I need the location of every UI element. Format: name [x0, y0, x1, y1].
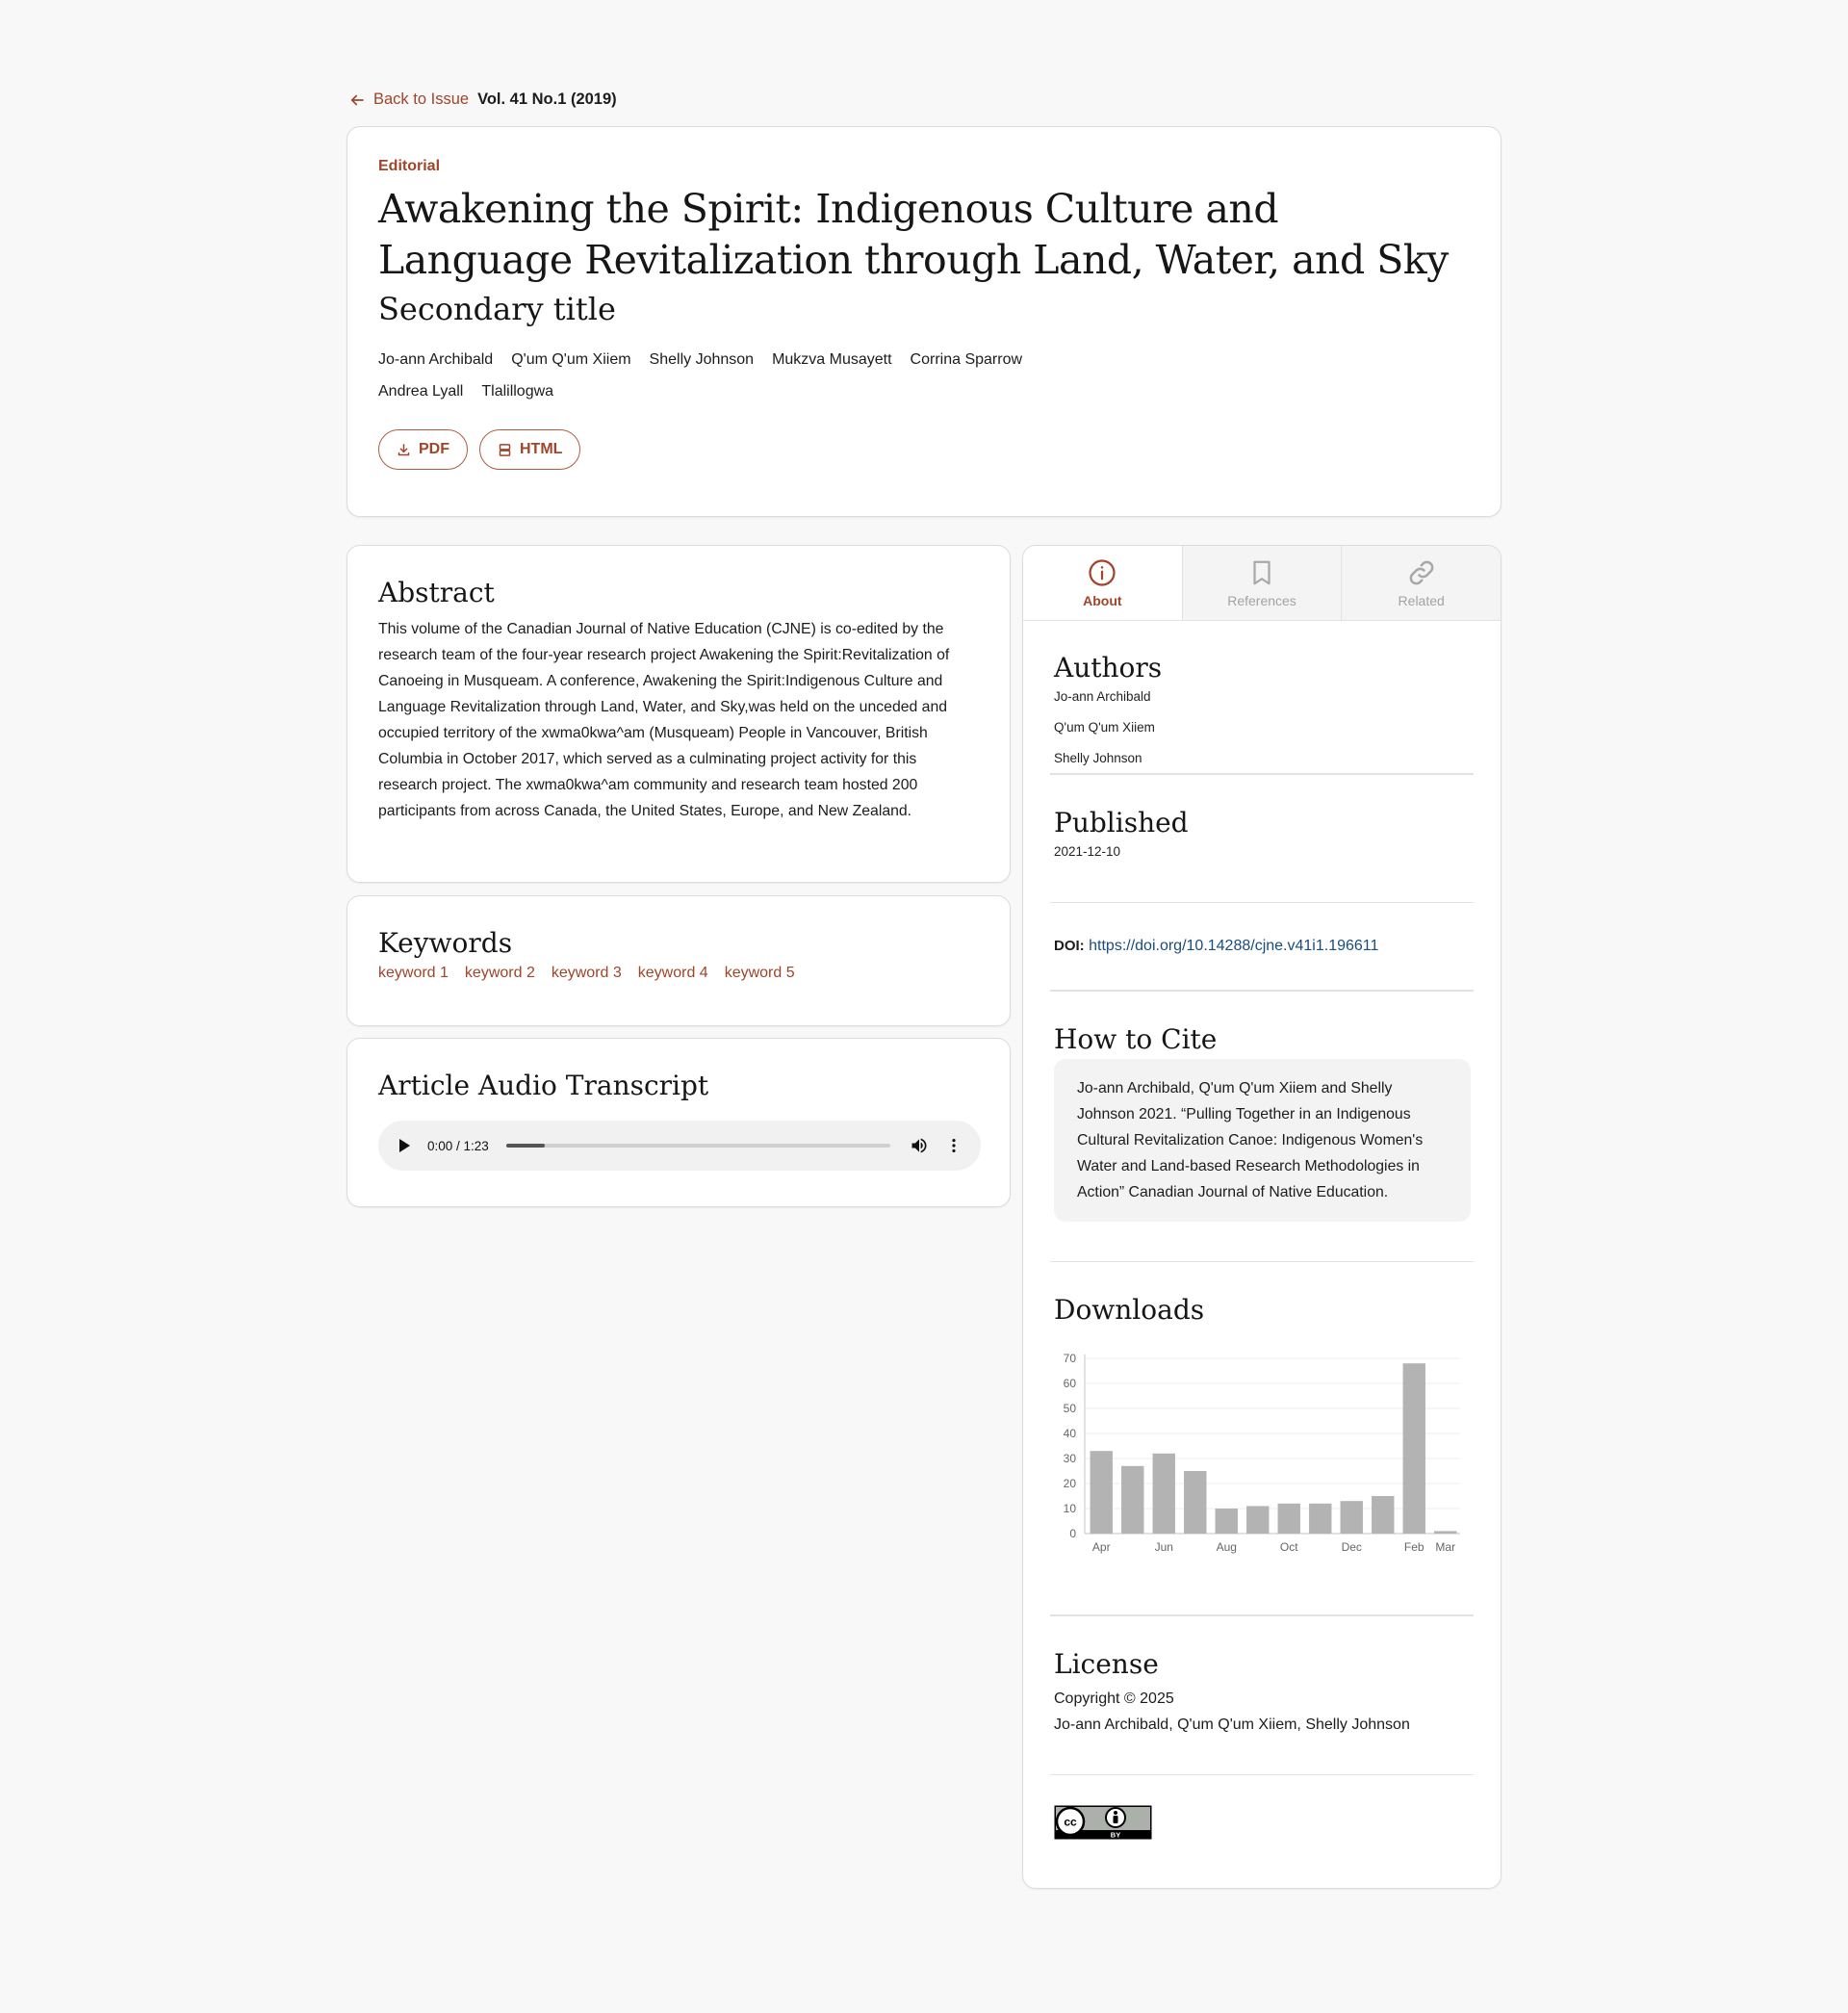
published-heading: Published [1054, 806, 1189, 839]
chart-x-tick-label: Aug [1216, 1540, 1237, 1554]
chart-y-tick-label: 0 [1069, 1527, 1076, 1540]
author-name[interactable]: Mukzva Musayett [772, 351, 892, 368]
chart-bar [1403, 1363, 1425, 1534]
audio-heading: Article Audio Transcript [378, 1070, 709, 1101]
copyright-line: Copyright © 2025 [1054, 1690, 1174, 1707]
sidebar-author[interactable]: Q'um Q'um Xiiem [1054, 720, 1155, 735]
author-name[interactable]: Jo-ann Archibald [378, 351, 494, 368]
chart-x-tick-label: Jun [1154, 1540, 1173, 1554]
doi-link[interactable]: https://doi.org/10.14288/cjne.v41i1.196611 [1089, 938, 1379, 954]
cc-symbol-text: cc [1064, 1815, 1077, 1829]
doi-section [1023, 903, 1501, 990]
author-name[interactable]: Q'um Q'um Xiiem [511, 351, 631, 368]
bookmark-icon [1247, 558, 1276, 587]
chart-x-tick-label: Feb [1403, 1540, 1424, 1554]
chart-x-tick-label: Mar [1435, 1540, 1456, 1554]
sidebar-tabs [1023, 546, 1501, 621]
abstract-text: This volume of the Canadian Journal of Native Education (CJNE) is co-edited by the research team of the four-year research project Awakening the Spirit:Revitalization of Canoeing in Musqueam. A conference, Awakening the Spirit:Indigenous Culture and Language Revitalization through Land, Water, and Sky,was held on the unceded and occupied territory of the xwma0kwa^am (Musqueam) People in Vancouver, British Columbia in October 2017, which served as a culminating project activity for this research project. The xwma0kwa^am community and research team hosted 200 participants from across Canada, the United States, Europe, and New Zealand. [378, 621, 950, 819]
downloads-chart [1046, 1343, 1470, 1574]
sidebar-author[interactable]: Shelly Johnson [1054, 751, 1142, 765]
chart-bar [1246, 1506, 1269, 1534]
cc-by-license-icon[interactable] [1054, 1805, 1152, 1840]
cite-section [1023, 992, 1501, 1261]
audio-time: 0:00 / 1:23 [427, 1138, 489, 1153]
chart-y-tick-label: 10 [1063, 1502, 1076, 1515]
keyword-link[interactable]: keyword 4 [637, 965, 708, 981]
layout-icon [498, 443, 512, 457]
audio-player [378, 1121, 981, 1171]
volume-icon[interactable] [910, 1136, 929, 1155]
arrow-left-icon [348, 91, 366, 109]
audio-transcript-card [346, 1038, 1011, 1207]
chart-bar [1153, 1454, 1175, 1534]
tab-related[interactable] [1341, 546, 1501, 620]
tab-about[interactable] [1023, 546, 1182, 620]
chart-y-tick-label: 60 [1063, 1377, 1076, 1390]
abstract-heading: Abstract [378, 577, 495, 608]
play-icon[interactable] [399, 1139, 410, 1152]
license-heading: License [1054, 1647, 1159, 1680]
keywords-card [346, 895, 1011, 1026]
chart-bar [1091, 1451, 1113, 1534]
sidebar-author[interactable]: Jo-ann Archibald [1054, 689, 1151, 704]
citation-box: Jo-ann Archibald, Q'um Q'um Xiiem and Shelly Johnson 2021. “Pulling Together in an Indigenous Cultural Revitalization Canoe: Indigenous Women's Water and Land-based Research Methodologies in Action” Canadian Journal of Native Education. [1054, 1059, 1471, 1222]
author-name[interactable]: Tlalillogwa [481, 383, 554, 400]
issue-label: Vol. 41 No.1 (2019) [477, 90, 617, 108]
chart-x-tick-label: Oct [1279, 1540, 1298, 1554]
html-button-label: HTML [520, 441, 563, 457]
audio-seek-progress [506, 1144, 545, 1148]
author-list [378, 349, 1091, 401]
chart-bar [1278, 1504, 1300, 1534]
chart-x-tick-label: Dec [1341, 1540, 1362, 1554]
author-name[interactable]: Corrina Sparrow [910, 351, 1023, 368]
article-header-card [346, 126, 1502, 517]
cite-heading: How to Cite [1054, 1022, 1218, 1055]
keyword-link[interactable]: keyword 3 [551, 965, 622, 981]
chart-bar [1341, 1501, 1363, 1534]
cc-license-section [1023, 1775, 1501, 1840]
secondary-title: Secondary title [378, 291, 616, 327]
license-section [1023, 1616, 1501, 1774]
sidebar-card [1022, 545, 1502, 1889]
downloads-section [1023, 1262, 1501, 1614]
chart-y-tick-label: 50 [1063, 1402, 1076, 1415]
audio-seek-bar[interactable] [506, 1144, 890, 1148]
chart-y-tick-label: 40 [1063, 1427, 1076, 1440]
chart-bar [1372, 1496, 1394, 1534]
download-icon [397, 443, 411, 457]
article-category: Editorial [378, 158, 441, 174]
chart-bar [1184, 1471, 1206, 1534]
author-name[interactable]: Shelly Johnson [649, 351, 755, 368]
page-title: Awakening the Spirit: Indigenous Culture and Language Revitalization through Land, Water, and Sky [378, 186, 1449, 283]
tab-related-label: Related [1398, 592, 1445, 608]
more-options-icon[interactable] [944, 1136, 963, 1155]
chart-y-tick-label: 30 [1063, 1452, 1076, 1465]
chart-x-tick-label: Apr [1091, 1540, 1111, 1554]
author-name[interactable]: Andrea Lyall [378, 383, 464, 400]
published-section [1023, 775, 1501, 902]
tab-about-label: About [1083, 592, 1122, 608]
downloads-heading: Downloads [1054, 1294, 1205, 1326]
keyword-link[interactable]: keyword 5 [724, 965, 795, 981]
cc-by-text: BY [1110, 1830, 1121, 1840]
tab-references-label: References [1227, 592, 1296, 608]
keyword-link[interactable]: keyword 2 [464, 965, 535, 981]
abstract-card [346, 545, 1011, 883]
chart-bar [1216, 1509, 1238, 1534]
back-to-issue-link[interactable] [348, 90, 469, 109]
published-date: 2021-12-10 [1054, 843, 1121, 859]
download-buttons [378, 429, 1470, 470]
authors-section [1023, 621, 1501, 766]
doi-label: DOI: [1054, 938, 1085, 954]
back-link-label: Back to Issue [373, 90, 470, 108]
chart-y-tick-label: 70 [1063, 1352, 1076, 1365]
chart-bar [1434, 1531, 1456, 1534]
tab-references[interactable] [1182, 546, 1342, 620]
license-text [1054, 1686, 1471, 1738]
chart-y-tick-label: 20 [1063, 1477, 1076, 1490]
link-icon [1407, 558, 1436, 587]
breadcrumb [348, 90, 617, 109]
keywords-heading: Keywords [378, 927, 513, 959]
pdf-button-label: PDF [419, 441, 449, 457]
html-button[interactable] [479, 429, 580, 470]
authors-heading: Authors [1054, 652, 1163, 684]
keyword-list [378, 965, 979, 982]
chart-bar [1121, 1466, 1143, 1534]
chart-bar [1309, 1504, 1331, 1534]
keyword-link[interactable]: keyword 1 [378, 965, 449, 981]
info-icon [1088, 558, 1116, 587]
doi-line [1054, 938, 1378, 955]
license-holders: Jo-ann Archibald, Q'um Q'um Xiiem, Shelly Johnson [1054, 1716, 1410, 1733]
pdf-button[interactable] [378, 429, 468, 470]
